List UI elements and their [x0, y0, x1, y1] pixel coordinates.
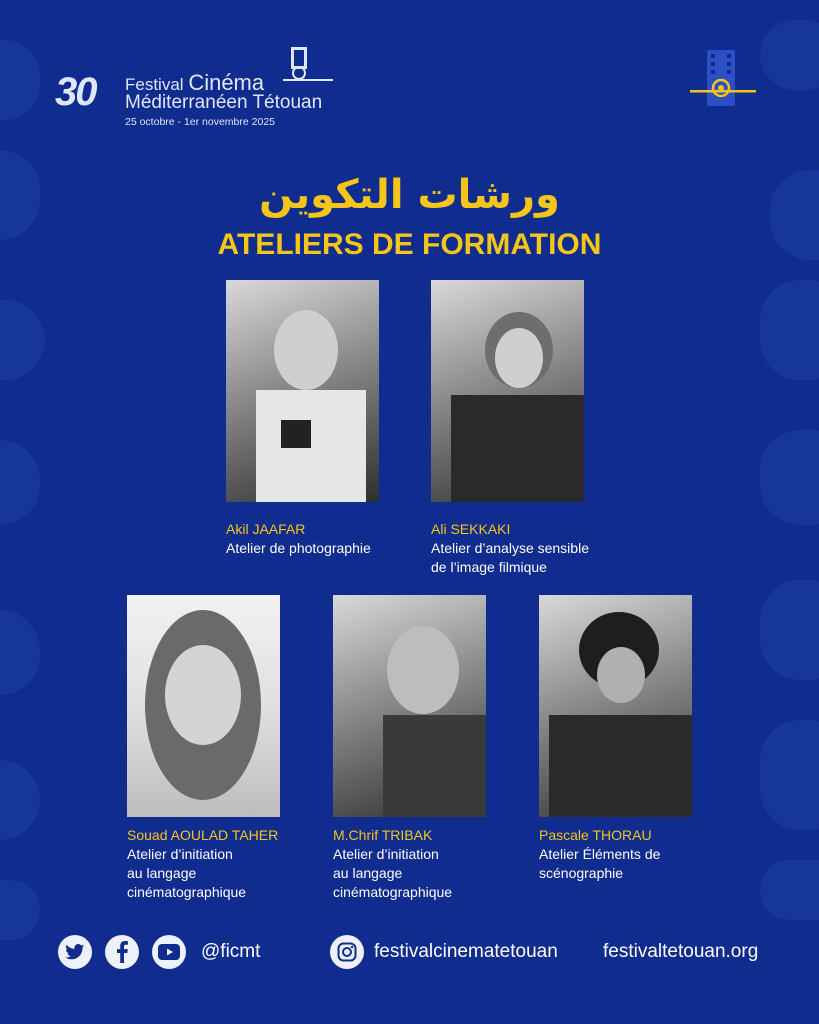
- speaker-photo-ali-sekkaki: [431, 280, 584, 502]
- bg-shape: [0, 880, 40, 940]
- speaker-workshop: au langage: [333, 865, 403, 881]
- festival-emblem-icon: [281, 45, 335, 85]
- speaker-workshop: Atelier d’initiation: [333, 846, 439, 862]
- bg-shape: [760, 580, 819, 680]
- instagram-handle: festivalcinematetouan: [374, 941, 558, 962]
- speaker-workshop: scénographie: [539, 865, 624, 881]
- speaker-name: Pascale THORAU: [539, 827, 652, 843]
- speaker-workshop: Atelier d’initiation: [127, 846, 233, 862]
- bg-shape: [760, 860, 819, 920]
- speaker-caption: [226, 520, 371, 558]
- speaker-photo-souad-aoulad-taher: [127, 595, 280, 817]
- social-handle: @ficmt: [201, 941, 261, 962]
- speaker-workshop: Atelier Éléments de: [539, 846, 661, 862]
- film-reel-logo-icon: [688, 48, 758, 108]
- speaker-photo-akil-jaafar: [226, 280, 379, 502]
- speaker-name: Akil JAAFAR: [226, 521, 306, 537]
- speaker-workshop: cinématographique: [333, 884, 453, 900]
- speaker-caption: [127, 826, 278, 902]
- bg-shape: [0, 440, 40, 525]
- instagram-icon[interactable]: [330, 935, 364, 969]
- bg-shape: [760, 20, 819, 90]
- title-arabic: ورشات التكوين: [259, 172, 560, 218]
- festival-edition-number: 30: [55, 70, 96, 114]
- facebook-icon[interactable]: [105, 935, 139, 969]
- speaker-photo-pascale-thorau: [539, 595, 692, 817]
- speaker-name: Souad AOULAD TAHER: [127, 827, 279, 843]
- bg-shape: [0, 610, 40, 695]
- bg-shape: [0, 300, 45, 380]
- title-french: ATELIERS DE FORMATION: [217, 228, 602, 261]
- bg-shape: [760, 720, 819, 830]
- speaker-name: Ali SEKKAKI: [431, 521, 511, 537]
- twitter-icon[interactable]: [58, 935, 92, 969]
- festival-word-cinema: Cinéma: [188, 70, 265, 95]
- youtube-icon[interactable]: [152, 935, 186, 969]
- speaker-workshop: de l’image filmique: [431, 559, 547, 575]
- speaker-workshop: Atelier de photographie: [226, 540, 371, 556]
- speaker-workshop: cinématographique: [127, 884, 247, 900]
- speaker-workshop: Atelier d’analyse sensible: [431, 540, 589, 556]
- bg-shape: [760, 280, 819, 380]
- speaker-caption: [431, 520, 589, 577]
- speaker-workshop: au langage: [127, 865, 197, 881]
- bg-shape: [0, 760, 40, 840]
- speaker-name: M.Chrif TRIBAK: [333, 827, 433, 843]
- festival-word: Festival: [125, 75, 184, 94]
- bg-shape: [760, 430, 819, 525]
- bg-shape: [0, 40, 40, 120]
- website-link[interactable]: festivaltetouan.org: [603, 941, 759, 962]
- festival-name-line2: Méditerranéen Tétouan: [125, 92, 323, 113]
- festival-dates: 25 octobre - 1er novembre 2025: [125, 116, 276, 128]
- speaker-photo-mchrif-tribak: [333, 595, 486, 817]
- speaker-caption: [333, 826, 452, 902]
- speaker-caption: [539, 826, 660, 883]
